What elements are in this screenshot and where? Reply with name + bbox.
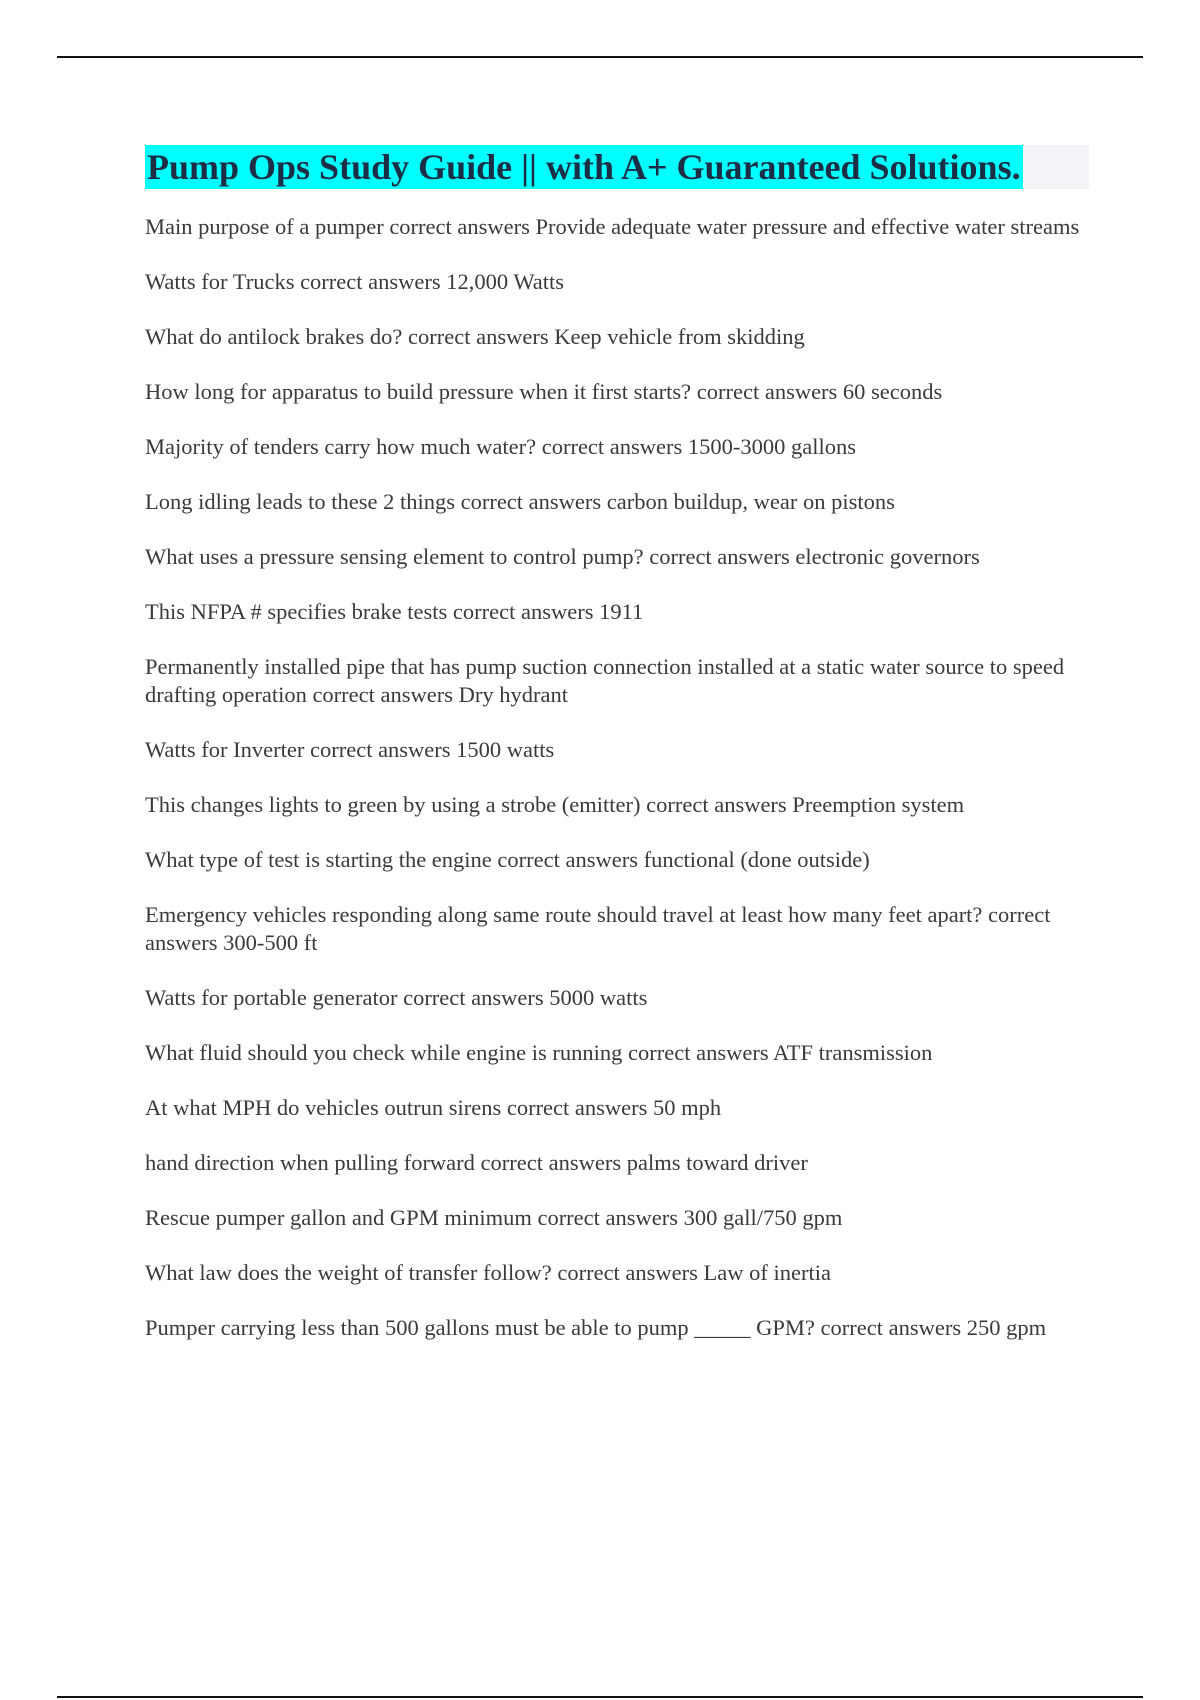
qa-item: hand direction when pulling forward correct answers palms toward driver	[145, 1150, 808, 1175]
qa-item: Pumper carrying less than 500 gallons must be able to pump _____ GPM? correct answers 250 gpm	[145, 1315, 1047, 1340]
qa-item: How long for apparatus to build pressure when it first starts? correct answers 60 seconds	[145, 379, 943, 404]
qa-item: Main purpose of a pumper correct answers Provide adequate water pressure and effective water streams	[145, 214, 1080, 239]
qa-item: What do antilock brakes do? correct answers Keep vehicle from skidding	[145, 324, 805, 349]
qa-item: Majority of tenders carry how much water? correct answers 1500-3000 gallons	[145, 434, 857, 459]
qa-item: What law does the weight of transfer follow? correct answers Law of inertia	[145, 1260, 831, 1285]
qa-item: Watts for portable generator correct answers 5000 watts	[145, 985, 648, 1010]
qa-item: Rescue pumper gallon and GPM minimum correct answers 300 gall/750 gpm	[145, 1205, 843, 1230]
document-title: Pump Ops Study Guide || with A+ Guaranteed Solutions.	[147, 147, 1021, 187]
qa-list	[145, 213, 1090, 1369]
qa-item: Watts for Trucks correct answers 12,000 Watts	[145, 269, 565, 294]
qa-item: What uses a pressure sensing element to control pump? correct answers electronic governors	[145, 544, 980, 569]
qa-item: Permanently installed pipe that has pump suction connection installed at a static water source to speed drafting operation correct answers Dry hydrant	[145, 654, 1065, 707]
qa-item: What fluid should you check while engine is running correct answers ATF transmission	[145, 1040, 933, 1065]
qa-item: Emergency vehicles responding along same route should travel at least how many feet apart? correct answers 300-500 ft	[145, 902, 1051, 955]
footer-rule	[57, 1696, 1143, 1698]
qa-item: Long idling leads to these 2 things correct answers carbon buildup, wear on pistons	[145, 489, 895, 514]
qa-item: This NFPA # specifies brake tests correct answers 1911	[145, 599, 644, 624]
qa-item: At what MPH do vehicles outrun sirens correct answers 50 mph	[145, 1095, 722, 1120]
title-block	[145, 145, 1089, 189]
qa-item: This changes lights to green by using a strobe (emitter) correct answers Preemption system	[145, 792, 965, 817]
qa-item: Watts for Inverter correct answers 1500 watts	[145, 737, 555, 762]
header-rule	[57, 56, 1143, 58]
qa-item: What type of test is starting the engine correct answers functional (done outside)	[145, 847, 870, 872]
